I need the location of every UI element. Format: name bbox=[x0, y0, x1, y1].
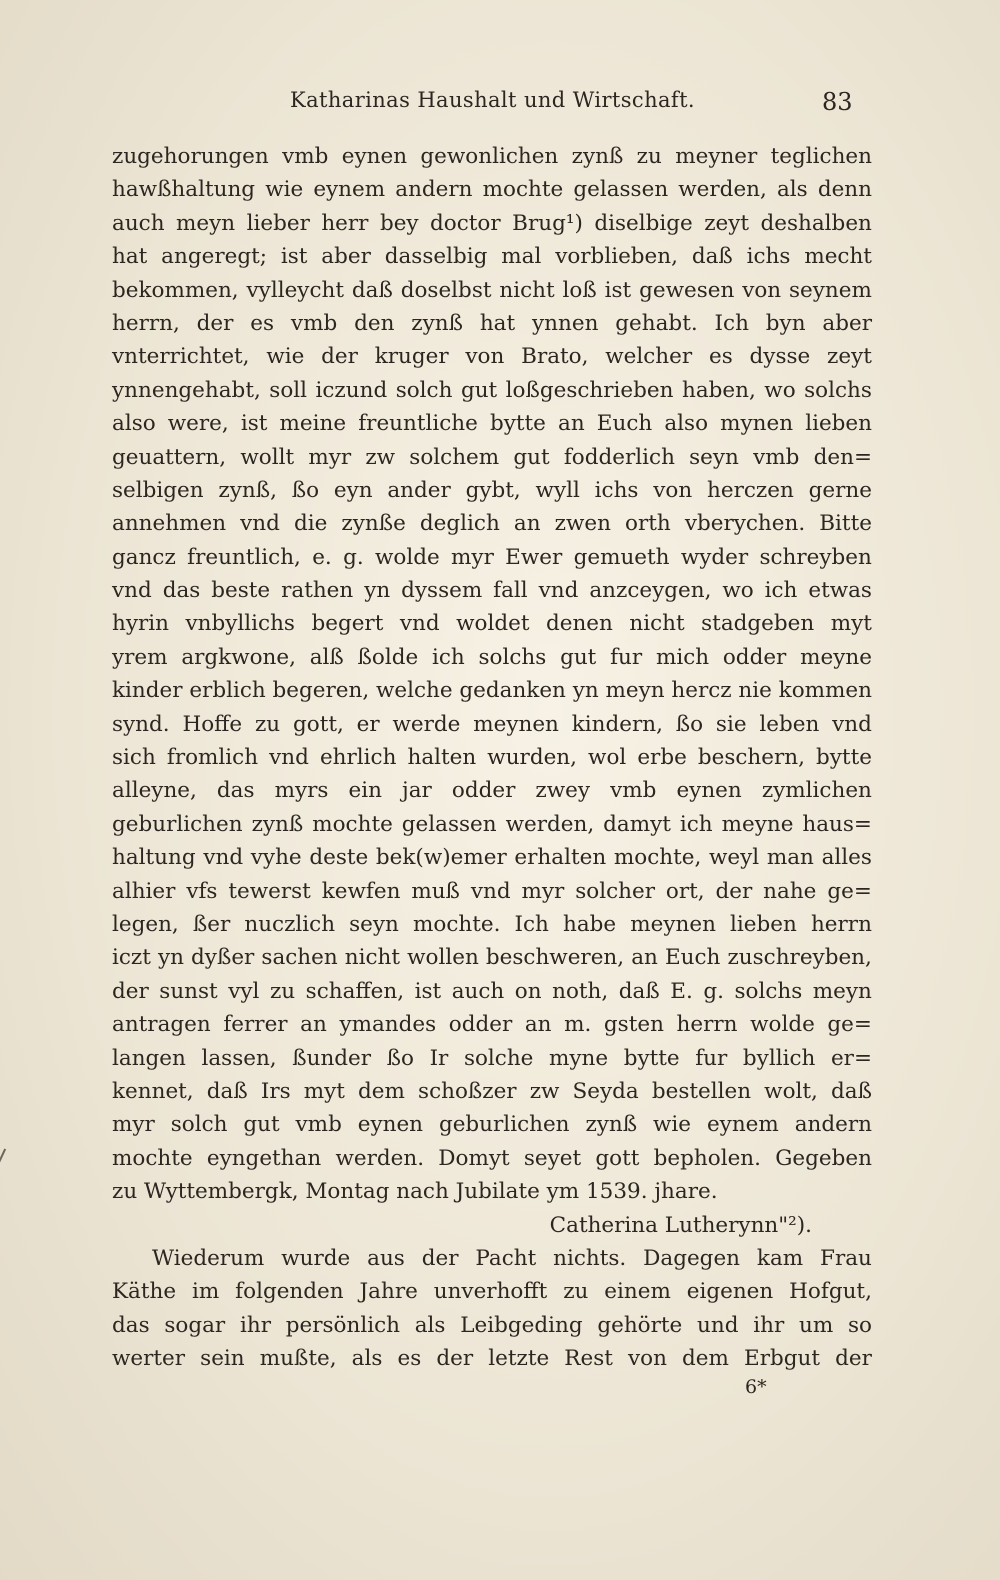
text-line: das sogar ihr persönlich als Leibgeding gehörte und ihr um so bbox=[112, 1312, 872, 1338]
letter-signature: Catherina Lutherynn"²). bbox=[549, 1212, 812, 1238]
text-line: kinder erblich begeren, welche gedanken yn meyn hercz nie kommen bbox=[112, 678, 872, 704]
text-line: zu Wyttembergk, Montag nach Jubilate ym 1539. jhare. bbox=[112, 1179, 718, 1205]
text-line: annehmen vnd die zynße deglich an zwen orth vberychen. Bitte bbox=[112, 511, 872, 537]
text-line: geuattern, wollt myr zw solchem gut fodderlich seyn vmb den= bbox=[112, 444, 872, 470]
page-number: 83 bbox=[822, 88, 853, 116]
text-line: selbigen zynß, ßo eyn ander gybt, wyll ichs von herczen gerne bbox=[112, 477, 872, 503]
text-line: Wiederum wurde aus der Pacht nichts. Dagegen kam Frau bbox=[152, 1245, 872, 1271]
text-line: Käthe im folgenden Jahre unverhofft zu einem eigenen Hofgut, bbox=[112, 1279, 872, 1305]
text-line: auch meyn lieber herr bey doctor Brug¹) diselbige zeyt deshalben bbox=[112, 210, 872, 236]
text-line: langen lassen, ßunder ßo Ir solche myne bytte fur byllich er= bbox=[112, 1045, 872, 1071]
text-line: mochte eyngethan werden. Domyt seyet gott bepholen. Gegeben bbox=[112, 1145, 872, 1171]
text-line: ynnengehabt, soll iczund solch gut loßgeschrieben haben, wo solchs bbox=[112, 377, 872, 403]
text-line: alleyne, das myrs ein jar odder zwey vmb eynen zymlichen bbox=[112, 778, 872, 804]
text-line: also were, ist meine freuntliche bytte an Euch also mynen lieben bbox=[112, 411, 872, 437]
text-line: legen, ßer nuczlich seyn mochte. Ich habe meynen lieben herrn bbox=[112, 911, 872, 937]
text-line: hawßhaltung wie eynem andern mochte gelassen werden, als denn bbox=[112, 177, 872, 203]
text-line: bekommen, vylleycht daß doselbst nicht loß ist gewesen von seynem bbox=[112, 277, 872, 303]
text-line: hat angeregt; ist aber dasselbig mal vorblieben, daß ichs mecht bbox=[112, 244, 872, 270]
text-line: synd. Hoffe zu gott, er werde meynen kindern, ßo sie leben vnd bbox=[112, 711, 872, 737]
text-line: hyrin vnbyllichs begert vnd woldet denen nicht stadgeben myt bbox=[112, 611, 872, 637]
printer-signature-mark: 6* bbox=[745, 1376, 767, 1398]
text-line: vnd das beste rathen yn dyssem fall vnd anzceygen, wo ich etwas bbox=[112, 578, 872, 604]
text-line: geburlichen zynß mochte gelassen werden, damyt ich meyne haus= bbox=[112, 811, 872, 837]
text-line: gancz freuntlich, e. g. wolde myr Ewer gemueth wyder schreyben bbox=[112, 544, 872, 570]
text-line: haltung vnd vyhe deste bek(w)emer erhalten mochte, weyl man alles bbox=[112, 845, 872, 871]
text-line: werter sein mußte, als es der letzte Rest von dem Erbgut der bbox=[112, 1346, 872, 1372]
text-line: herrn, der es vmb den zynß hat ynnen gehabt. Ich byn aber bbox=[112, 310, 872, 336]
running-head: Katharinas Haushalt und Wirtschaft. bbox=[290, 88, 696, 112]
text-line: kennet, daß Irs myt dem schoßzer zw Seyda bestellen wolt, daß bbox=[112, 1078, 872, 1104]
text-line: antragen ferrer an ymandes odder an m. gsten herrn wolde ge= bbox=[112, 1012, 872, 1038]
text-line: myr solch gut vmb eynen geburlichen zynß wie eynem andern bbox=[112, 1112, 872, 1138]
text-line: vnterrichtet, wie der kruger von Brato, welcher es dysse zeyt bbox=[112, 344, 872, 370]
text-line: zugehorungen vmb eynen gewonlichen zynß zu meyner teglichen bbox=[112, 144, 872, 169]
text-line: iczt yn dyßer sachen nicht wollen beschweren, an Euch zuschreyben, bbox=[112, 945, 872, 971]
text-line: yrem argkwone, alß ßolde ich solchs gut fur mich odder meyne bbox=[112, 644, 872, 670]
margin-mark bbox=[0, 1149, 6, 1168]
text-line: alhier vfs tewerst kewfen muß vnd myr solcher ort, der nahe ge= bbox=[112, 878, 872, 904]
body-text bbox=[112, 140, 872, 1375]
text-line: sich fromlich vnd ehrlich halten wurden, wol erbe beschern, bytte bbox=[112, 745, 872, 771]
text-line: der sunst vyl zu schaffen, ist auch on noth, daß E. g. solchs meyn bbox=[112, 978, 872, 1004]
